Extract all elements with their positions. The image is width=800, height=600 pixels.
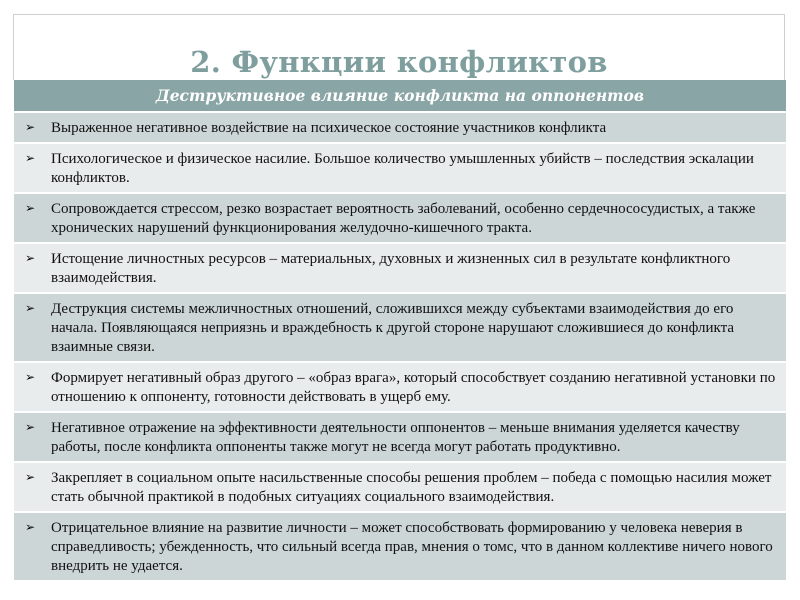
title-frame [13, 14, 785, 80]
arrow-bullet-icon: ➢ [25, 251, 36, 265]
arrow-bullet-icon: ➢ [25, 201, 36, 215]
row-text: Закрепляет в социальном опыте насильственные способы решения проблем – победа с помощью насилия может стать обычной практикой в подобных ситуациях социального взаимодействия. [51, 470, 772, 505]
arrow-bullet-icon: ➢ [25, 120, 36, 134]
table-row [14, 294, 786, 363]
table-row [14, 463, 786, 513]
row-text: Деструкция системы межличностных отношений, сложившихся между субъектами взаимодействия до его начала. Появляющаяся неприязнь и враждебность к другой стороне нарушают сложившиеся до конфликта взаимные связи. [51, 301, 735, 355]
table-row [14, 144, 786, 194]
table-row [14, 113, 786, 144]
row-text: Выраженное негативное воздействие на психическое состояние участников конфликта [51, 120, 607, 136]
row-text: Психологическое и физическое насилие. Большое количество умышленных убийств – последствия эскалации конфликтов. [51, 151, 754, 186]
row-text: Истощение личностных ресурсов – материальных, духовных и жизненных сил в результате конфликтного взаимодействия. [51, 251, 731, 286]
arrow-bullet-icon: ➢ [25, 520, 36, 534]
arrow-bullet-icon: ➢ [25, 470, 36, 484]
arrow-bullet-icon: ➢ [25, 301, 36, 315]
table-row [14, 194, 786, 244]
arrow-bullet-icon: ➢ [25, 420, 36, 434]
table-row [14, 363, 786, 413]
slide-title: 2. Функции конфликтов [190, 45, 608, 79]
row-text: Формирует негативный образ другого – «образ врага», который способствует созданию негативной установки по отношению к оппоненту, готовности действовать в ущерб ему. [51, 370, 776, 405]
table-row [14, 513, 786, 582]
row-text: Отрицательное влияние на развитие личности – может способствовать формированию у человека неверия в справедливость; убежденность, что сильный всегда прав, мнения о томс, что в данном коллективе ничего нового внедрить не удается. [51, 520, 773, 574]
table-row [14, 244, 786, 294]
arrow-bullet-icon: ➢ [25, 370, 36, 384]
row-text: Негативное отражение на эффективности деятельности оппонентов – меньше внимания уделяется качеству работы, после конфликта оппоненты также могут не всегда могут работать продуктивно. [51, 420, 740, 455]
table-header: Деструктивное влияние конфликта на оппонентов [14, 80, 786, 113]
row-text: Сопровождается стрессом, резко возрастает вероятность заболеваний, особенно сердечнососудистых, а также хронических нарушений функционирования желудочно-кишечного тракта. [51, 201, 756, 236]
arrow-bullet-icon: ➢ [25, 151, 36, 165]
table-row [14, 413, 786, 463]
content-table [14, 80, 786, 582]
